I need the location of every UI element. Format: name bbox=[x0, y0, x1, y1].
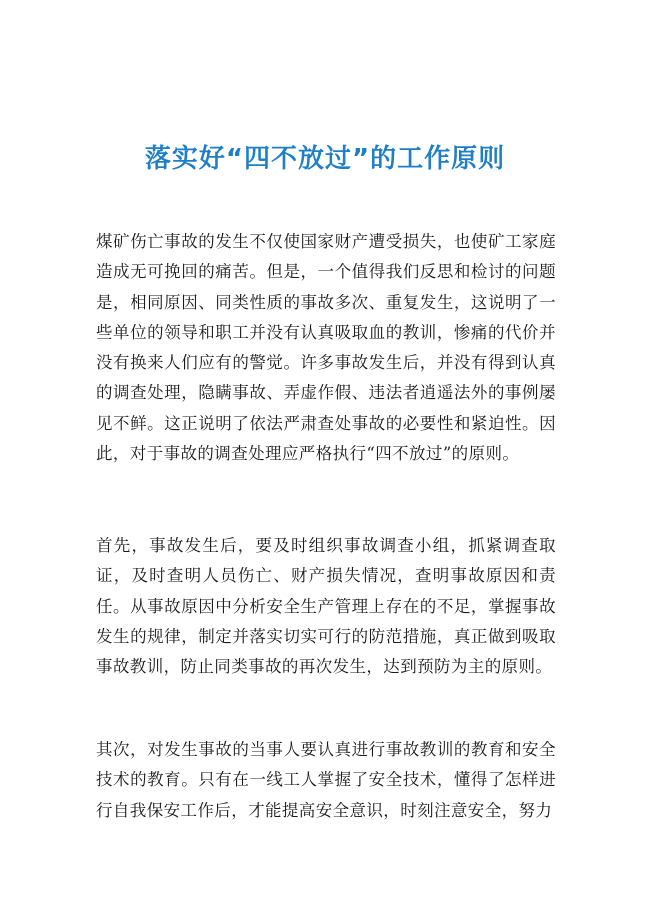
paragraph-second-point: 其次，对发生事故的当事人要认真进行事故教训的教育和安全技术的教育。只有在一线工人掌握了安全技术，懂得了怎样进行自我保安工作后，才能提高安全意识，时刻注意安全，努力 bbox=[96, 740, 556, 820]
document-title: 落实好“四不放过”的工作原则 bbox=[144, 144, 506, 174]
paragraph-first-point: 首先，事故发生后，要及时组织事故调查小组，抓紧调查取证，及时查明人员伤亡、财产损失情况，查明事故原因和责任。从事故原因中分析安全生产管理上存在的不足，掌握事故发生的规律，制定并落实切实可行的防范措施，真正做到吸取事故教训，防止同类事故的再次发生，达到预防为主的原则。 bbox=[96, 536, 556, 677]
paragraph-intro: 煤矿伤亡事故的发生不仅使国家财产遭受损失，也使矿工家庭造成无可挽回的痛苦。但是，一个值得我们反思和检讨的问题是，相同原因、同类性质的事故多次、重复发生，这说明了一些单位的领导和职工并没有认真吸取血的教训，惨痛的代价并没有换来人们应有的警觉。许多事故发生后，并没有得到认真的调查处理，隐瞒事故、弄虚作假、违法者逍遥法外的事例屡见不鲜。这正说明了依法严肃查处事故的必要性和紧迫性。因此，对于事故的调查处理应严格执行“四不放过”的原则。 bbox=[96, 232, 556, 464]
